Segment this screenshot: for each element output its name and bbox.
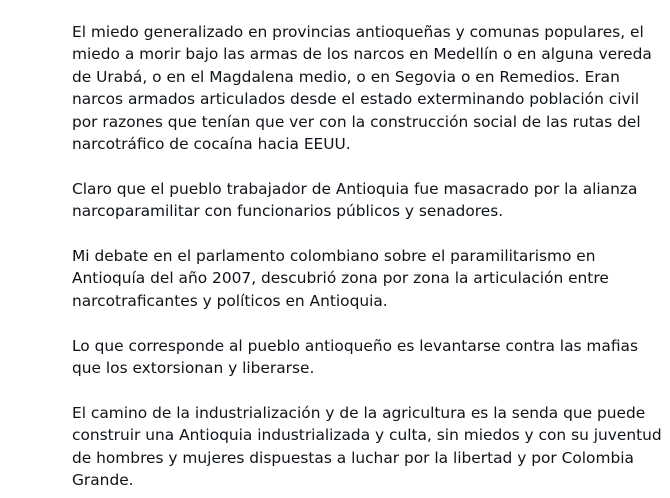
post-paragraph-3: Mi debate en el parlamento colombiano sobre el paramilitarismo en Antioquía del año 2007, descubrió zona por zona la articulación entre narcotraficantes y políticos en Antioquia. (72, 247, 609, 310)
post-paragraph-1: El miedo generalizado en provincias antioqueñas y comunas populares, el miedo a morir bajo las armas de los narcos en Medellín o en alguna vereda de Urabá, o en el Magdalena medio, o en Segovia o en Remedios. Eran narcos armados articulados desde el estado exterminando población civil por razones que tenían que ver con la construcción social de las rutas del narcotráfico de cocaína hacia EEUU. (72, 23, 652, 154)
post-paragraph-4: Lo que corresponde al pueblo antioqueño es levantarse contra las mafias que los extorsionan y liberarse. (72, 336, 638, 378)
post-text (72, 21, 662, 491)
post-paragraph-2: Claro que el pueblo trabajador de Antioquia fue masacrado por la alianza narcoparamilitar con funcionarios públicos y senadores. (72, 179, 638, 221)
post-paragraph-5: El camino de la industrialización y de la agricultura es la senda que puede construir una Antioquia industrializada y culta, sin miedos y con su juventud de hombres y mujeres dispuestas a luchar por la libertad y por Colombia Grande. (72, 403, 662, 490)
